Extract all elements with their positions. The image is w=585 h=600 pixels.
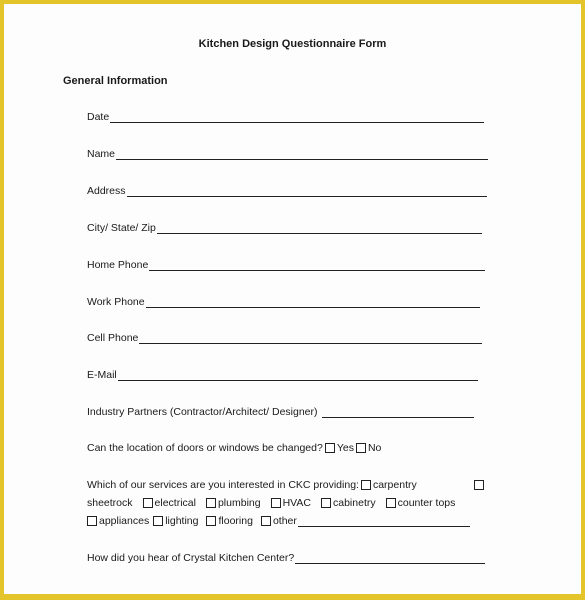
- appliances-label: appliances: [99, 515, 150, 527]
- industry-partners-label: Industry Partners (Contractor/Architect/ Designer): [87, 406, 318, 418]
- location-question: Can the location of doors or windows be changed?: [87, 442, 323, 454]
- hear-field[interactable]: [87, 552, 485, 564]
- form-title: Kitchen Design Questionnaire Form: [198, 38, 387, 50]
- other-line[interactable]: [298, 516, 470, 527]
- lighting-checkbox[interactable]: [153, 516, 163, 526]
- sheetrock-label: sheetrock: [87, 497, 133, 509]
- extra-checkbox[interactable]: [474, 480, 484, 490]
- electrical-option: [141, 497, 196, 509]
- no-checkbox[interactable]: [356, 443, 366, 453]
- city-state-zip-line[interactable]: [157, 223, 482, 234]
- city-state-zip-label: City/ State/ Zip: [87, 222, 156, 234]
- address-line[interactable]: [127, 186, 487, 197]
- email-label: E-Mail: [87, 369, 117, 381]
- lighting-label: lighting: [165, 515, 199, 527]
- city-state-zip-field[interactable]: [87, 222, 482, 234]
- electrical-label: electrical: [154, 497, 196, 509]
- date-line[interactable]: [110, 112, 484, 123]
- address-label: Address: [87, 185, 126, 197]
- other-checkbox[interactable]: [261, 516, 271, 526]
- cabinetry-checkbox[interactable]: [321, 498, 331, 508]
- counter-tops-checkbox[interactable]: [386, 498, 396, 508]
- plumbing-option: [204, 497, 261, 509]
- email-line[interactable]: [118, 370, 478, 381]
- work-phone-field[interactable]: [87, 296, 480, 308]
- form-page: [4, 4, 581, 594]
- name-label: Name: [87, 148, 116, 160]
- date-label: Date: [87, 111, 110, 123]
- appliances-option: [87, 515, 149, 527]
- email-field[interactable]: [87, 369, 478, 381]
- carpentry-checkbox[interactable]: [361, 480, 371, 490]
- flooring-label: flooring: [218, 515, 253, 527]
- lighting-option: [151, 515, 198, 527]
- industry-partners-line[interactable]: [322, 407, 474, 418]
- counter-tops-label: counter tops: [397, 497, 456, 509]
- services-row-2: [87, 497, 463, 509]
- flooring-checkbox[interactable]: [206, 516, 216, 526]
- industry-partners-field[interactable]: [87, 406, 474, 418]
- work-phone-label: Work Phone: [87, 296, 145, 308]
- yes-label: Yes: [336, 442, 354, 454]
- hvac-label: HVAC: [282, 497, 311, 509]
- work-phone-line[interactable]: [146, 297, 480, 308]
- name-field[interactable]: [87, 148, 488, 160]
- no-label: No: [367, 442, 382, 454]
- home-phone-label: Home Phone: [87, 259, 149, 271]
- other-option: [259, 515, 470, 527]
- yes-checkbox[interactable]: [325, 443, 335, 453]
- cabinetry-label: cabinetry: [333, 497, 376, 509]
- plumbing-checkbox[interactable]: [206, 498, 216, 508]
- address-field[interactable]: [87, 185, 487, 197]
- flooring-option: [204, 515, 252, 527]
- name-line[interactable]: [116, 149, 488, 160]
- section-heading: General Information: [63, 75, 168, 87]
- hvac-option: [269, 497, 311, 509]
- other-label: other: [272, 515, 297, 527]
- carpentry-label: carpentry: [372, 479, 417, 491]
- date-field[interactable]: [87, 111, 484, 123]
- home-phone-field[interactable]: [87, 259, 485, 271]
- plumbing-label: plumbing: [217, 497, 261, 509]
- hear-line[interactable]: [295, 553, 485, 564]
- cell-phone-field[interactable]: [87, 332, 482, 344]
- location-question-row: [87, 442, 381, 454]
- services-question: Which of our services are you interested in CKC providing:: [87, 479, 359, 491]
- electrical-checkbox[interactable]: [143, 498, 153, 508]
- hvac-checkbox[interactable]: [271, 498, 281, 508]
- cell-phone-line[interactable]: [139, 333, 482, 344]
- cabinetry-option: [319, 497, 376, 509]
- cell-phone-label: Cell Phone: [87, 332, 139, 344]
- services-row-3: [87, 515, 478, 527]
- home-phone-line[interactable]: [149, 260, 485, 271]
- sheetrock-option: [87, 497, 133, 509]
- counter-tops-option: [384, 497, 456, 509]
- appliances-checkbox[interactable]: [87, 516, 97, 526]
- hear-question: How did you hear of Crystal Kitchen Center?: [87, 552, 295, 564]
- services-question-row: [87, 479, 486, 491]
